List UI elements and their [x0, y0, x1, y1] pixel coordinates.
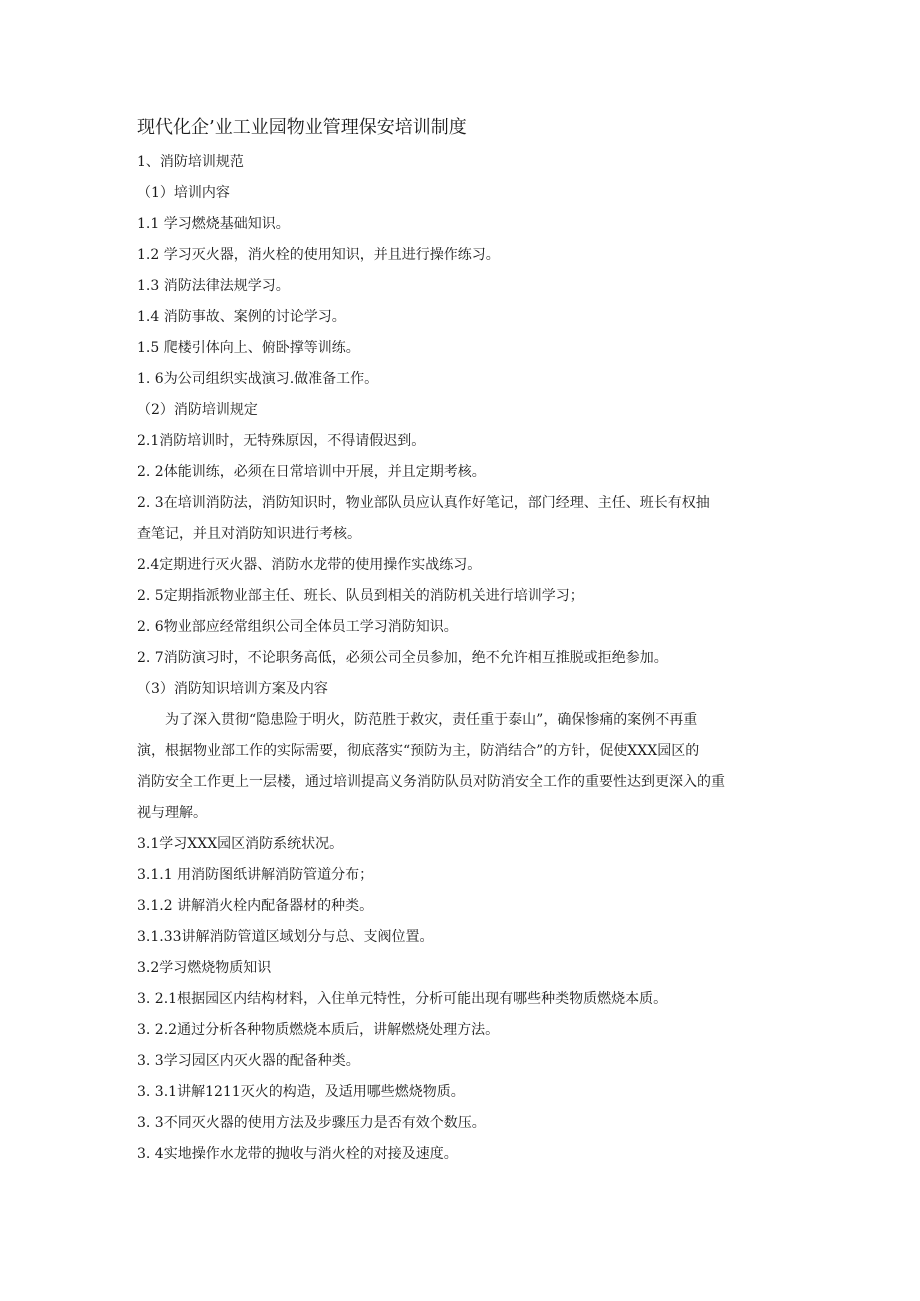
list-item: 1. 6为公司组织实战演习.做准备工作。 — [137, 371, 379, 387]
list-item: 3.1.1 用消防图纸讲解消防管道分布； — [137, 867, 374, 883]
list-item: 1.2 学习灭火器，消火栓的使用知识，并且进行操作练习。 — [137, 247, 500, 263]
list-item: 3. 3.1讲解1211灭火的构造，及适用哪些燃烧物质。 — [137, 1084, 465, 1100]
section-heading: 1、消防培训规范 — [137, 154, 244, 170]
document-body — [137, 114, 787, 1170]
list-item: 2. 7消防演习时，不论职务高低，必须公司全员参加，绝不允许相互推脱或拒绝参加。 — [137, 650, 668, 666]
list-item: 3. 3学习园区内灭火器的配备种类。 — [137, 1053, 360, 1069]
list-item: 1.1 学习燃烧基础知识。 — [137, 216, 290, 232]
subsection-heading: （2）消防培训规定 — [137, 402, 258, 418]
paragraph-line: 为了深入贯彻“隐患险于明火，防范胜于救灾，责任重于泰山”，确保惨痛的案例不再重 — [137, 712, 698, 728]
subsection-heading: （3）消防知识培训方案及内容 — [137, 681, 328, 697]
list-item: 3. 2.2通过分析各种物质燃烧本质后，讲解燃烧处理方法。 — [137, 1022, 500, 1038]
list-item: 2. 2体能训练，必须在日常培训中开展，并且定期考核。 — [137, 464, 486, 480]
list-item: 3.1学习XXX园区消防系统状况。 — [137, 836, 344, 852]
list-item: 3.1.2 讲解消火栓内配备器材的种类。 — [137, 898, 374, 914]
list-item: 2.4定期进行灭火器、消防水龙带的使用操作实战练习。 — [137, 557, 482, 573]
list-item: 2. 6物业部应经常组织公司全体员工学习消防知识。 — [137, 619, 458, 635]
list-item: 2. 5定期指派物业部主任、班长、队员到相关的消防机关进行培训学习； — [137, 588, 584, 604]
list-item: 3. 4实地操作水龙带的抛收与消火栓的对接及速度。 — [137, 1146, 458, 1162]
list-item: 1.3 消防法律法规学习。 — [137, 278, 290, 294]
list-item-continuation: 查笔记，并且对消防知识进行考核。 — [137, 526, 361, 542]
list-item: 1.5 爬楼引体向上、俯卧撑等训练。 — [137, 340, 360, 356]
list-item: 3.2学习燃烧物质知识 — [137, 960, 272, 976]
paragraph-line: 消防安全工作更上一层楼，通过培训提高义务消防队员对防消安全工作的重要性达到更深入的重 — [137, 774, 725, 790]
subsection-heading: （1）培训内容 — [137, 185, 230, 201]
list-item: 1.4 消防事故、案例的讨论学习。 — [137, 309, 346, 325]
list-item: 3. 2.1根据园区内结构材料，入住单元特性，分析可能出现有哪些种类物质燃烧本质。 — [137, 991, 668, 1007]
paragraph-line: 视与理解。 — [137, 805, 207, 821]
list-item: 2. 3在培训消防法，消防知识时，物业部队员应认真作好笔记，部门经理、主任、班长有权抽 — [137, 495, 710, 511]
list-item: 2.1消防培训时，无特殊原因，不得请假迟到。 — [137, 433, 426, 449]
list-item: 3. 3不同灭火器的使用方法及步骤压力是否有效个数压。 — [137, 1115, 486, 1131]
document-title: 现代化企’业工业园物业管理保安培训制度 — [137, 117, 467, 138]
paragraph-line: 演，根据物业部工作的实际需要，彻底落实“预防为主，防消结合”的方针，促使XXX园区的 — [137, 743, 700, 759]
list-item: 3.1.33讲解消防管道区域划分与总、支阀位置。 — [137, 929, 434, 945]
